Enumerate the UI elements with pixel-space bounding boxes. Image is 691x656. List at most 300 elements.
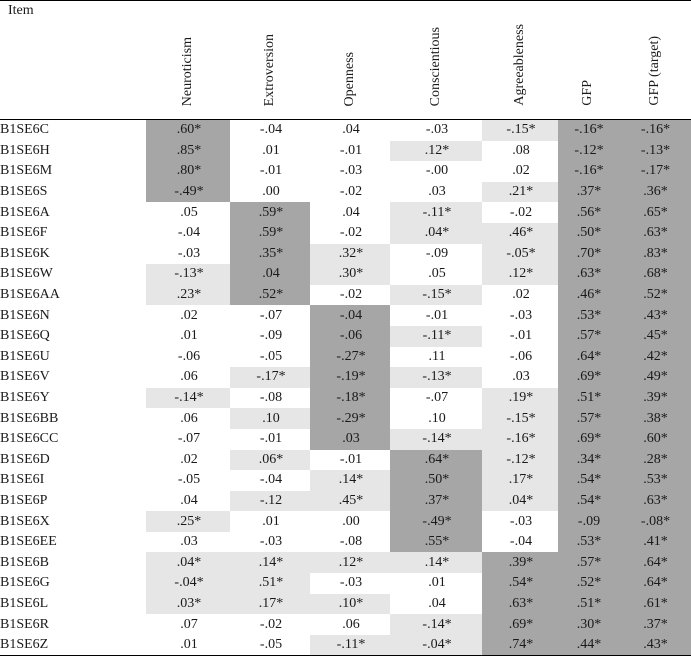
value-text: .08 [512, 142, 530, 158]
value-cell [310, 223, 390, 244]
value-cell [618, 573, 691, 594]
table-row [0, 264, 691, 285]
value-cell [230, 182, 310, 203]
value-text: -.14* [422, 616, 452, 632]
value-text: .64* [643, 575, 668, 591]
value-cell [558, 594, 618, 615]
table-row [0, 552, 691, 573]
value-cell [146, 141, 230, 162]
value-text: .63* [643, 492, 668, 508]
value-text: .46* [508, 225, 534, 241]
value-cell [558, 161, 618, 182]
value-cell [618, 264, 691, 285]
value-text: -.16* [574, 163, 604, 179]
item-cell: B1SE6P [0, 492, 48, 508]
value-cell [146, 573, 230, 594]
value-cell [230, 635, 310, 656]
header-row [0, 1, 691, 120]
value-cell [482, 532, 558, 553]
value-cell [390, 326, 482, 347]
value-cell [146, 532, 230, 553]
value-cell [310, 470, 390, 491]
value-text: -.06 [177, 348, 201, 364]
value-cell [390, 367, 482, 388]
value-cell [310, 202, 390, 223]
value-text: -.49* [422, 513, 452, 529]
value-cell [390, 635, 482, 656]
value-text: -.04 [259, 472, 283, 488]
value-text: -.06 [509, 348, 533, 364]
value-cell [390, 470, 482, 491]
value-cell [390, 511, 482, 532]
value-cell [618, 161, 691, 182]
column-header-gfp [558, 1, 618, 120]
value-text: .51* [576, 595, 602, 611]
value-cell [230, 326, 310, 347]
value-cell [390, 491, 482, 512]
table-row [0, 223, 691, 244]
value-cell [558, 552, 618, 573]
table-body [0, 120, 691, 656]
value-cell [230, 450, 310, 471]
value-text: -.04 [509, 534, 533, 550]
value-text: .63* [643, 225, 668, 241]
item-cell: B1SE6M [0, 163, 53, 179]
value-cell [310, 429, 390, 450]
value-cell [558, 202, 618, 223]
column-label: GFP (target) [646, 36, 662, 106]
value-text: -.03 [177, 245, 201, 261]
value-text: .12* [424, 142, 450, 158]
value-text: -.01 [339, 451, 363, 467]
value-cell [558, 408, 618, 429]
value-text: .55* [424, 534, 450, 550]
value-text: .64* [576, 348, 602, 364]
value-cell [482, 573, 558, 594]
item-cell: B1SE6Q [0, 328, 50, 344]
value-text: -.04 [177, 225, 201, 241]
value-cell [146, 511, 230, 532]
value-text: .42* [643, 348, 668, 364]
value-text: .43* [643, 637, 668, 653]
value-cell [230, 367, 310, 388]
value-text: -.04 [339, 307, 363, 323]
column-label: Conscientious [428, 26, 443, 106]
value-text: .30* [338, 266, 364, 282]
value-cell [482, 285, 558, 306]
value-cell [558, 532, 618, 553]
item-cell: B1SE6R [0, 616, 50, 632]
item-cell: B1SE6L [0, 595, 49, 611]
value-cell [310, 285, 390, 306]
value-text: -.02 [339, 225, 363, 241]
value-text: .54* [508, 575, 534, 591]
value-cell [482, 594, 558, 615]
value-cell [482, 470, 558, 491]
value-text: .46* [576, 287, 602, 303]
value-cell [390, 408, 482, 429]
value-text: .53* [576, 307, 602, 323]
value-cell [230, 429, 310, 450]
value-text: -.08 [339, 534, 363, 550]
value-text: -.01 [259, 431, 283, 447]
value-cell [146, 120, 230, 141]
value-text: .56* [576, 204, 602, 220]
table-row [0, 141, 691, 162]
table-row [0, 120, 691, 141]
value-text: -.17* [640, 163, 671, 179]
value-cell [390, 120, 482, 141]
table-row [0, 182, 691, 203]
item-cell: B1SE6S [0, 184, 48, 200]
value-text: .00 [342, 513, 360, 529]
value-cell [230, 594, 310, 615]
value-text: .64* [643, 554, 668, 570]
value-text: -.03 [339, 163, 363, 179]
table-row [0, 202, 691, 223]
value-cell [390, 305, 482, 326]
value-cell [146, 614, 230, 635]
value-text: -.00 [425, 163, 449, 179]
value-text: .52* [576, 575, 602, 591]
value-text: .14* [338, 472, 364, 488]
value-cell [558, 470, 618, 491]
value-cell [482, 429, 558, 450]
value-text: -.12 [259, 492, 283, 508]
value-cell [390, 573, 482, 594]
value-cell [230, 552, 310, 573]
value-text: -.09 [425, 245, 449, 261]
value-text: .35* [258, 245, 284, 261]
item-cell: B1SE6X [0, 513, 50, 529]
value-cell [558, 429, 618, 450]
value-cell [310, 347, 390, 368]
value-text: .57* [576, 328, 602, 344]
value-cell [618, 408, 691, 429]
value-text: .63* [576, 266, 602, 282]
value-cell [482, 120, 558, 141]
value-cell [390, 223, 482, 244]
value-text: .53* [643, 472, 668, 488]
value-text: .03 [180, 534, 198, 550]
column-label: Openness [342, 51, 357, 106]
value-text: .05 [428, 266, 446, 282]
value-cell [558, 141, 618, 162]
value-text: .52* [258, 287, 284, 303]
value-cell [390, 347, 482, 368]
value-text: -.06 [339, 328, 363, 344]
value-text: .54* [576, 472, 602, 488]
value-cell [310, 182, 390, 203]
table-row [0, 470, 691, 491]
value-text: .37* [643, 616, 668, 632]
column-header-neuroticism [146, 1, 230, 120]
value-text: .65* [643, 204, 668, 220]
value-text: .39* [508, 554, 534, 570]
value-cell [558, 367, 618, 388]
value-cell [146, 182, 230, 203]
value-text: .54* [576, 492, 602, 508]
value-text: .06 [180, 410, 198, 426]
value-text: .63* [508, 595, 534, 611]
value-cell [558, 573, 618, 594]
value-text: -.02 [509, 204, 533, 220]
value-cell [230, 511, 310, 532]
value-cell [390, 450, 482, 471]
value-cell [310, 305, 390, 326]
value-text: -.08* [640, 513, 671, 529]
item-cell: B1SE6U [0, 348, 50, 364]
value-text: .39* [643, 390, 668, 406]
value-text: -.07 [259, 307, 283, 323]
value-cell [230, 223, 310, 244]
value-text: .07 [180, 616, 198, 632]
value-cell [618, 285, 691, 306]
value-cell [482, 511, 558, 532]
value-cell [482, 450, 558, 471]
value-text: -.03 [425, 122, 449, 138]
value-cell [310, 244, 390, 265]
value-text: .83* [643, 245, 668, 261]
value-text: -.01 [425, 307, 449, 323]
value-cell [146, 223, 230, 244]
value-cell [558, 305, 618, 326]
value-text: -.16* [640, 122, 671, 138]
value-cell [558, 182, 618, 203]
item-column-header [0, 1, 146, 120]
value-text: .51* [258, 575, 284, 591]
value-cell [482, 347, 558, 368]
value-cell [390, 202, 482, 223]
value-cell [482, 244, 558, 265]
value-text: .52* [643, 287, 668, 303]
value-cell [390, 285, 482, 306]
value-cell [558, 244, 618, 265]
item-cell: B1SE6W [0, 266, 53, 282]
value-text: .69* [576, 431, 602, 447]
value-cell [390, 244, 482, 265]
value-text: -.04* [422, 637, 452, 653]
column-header-openness [310, 1, 390, 120]
value-cell [310, 326, 390, 347]
value-text: -.11* [336, 637, 366, 653]
value-cell [482, 635, 558, 656]
item-cell: B1SE6I [0, 472, 45, 488]
item-cell: B1SE6Y [0, 390, 50, 406]
value-text: .64* [424, 451, 450, 467]
value-text: .37* [424, 492, 450, 508]
value-cell [146, 450, 230, 471]
value-text: .44* [576, 637, 602, 653]
value-text: -.17* [256, 369, 286, 385]
value-text: .10 [262, 410, 280, 426]
value-cell [618, 552, 691, 573]
column-label: Extroversion [262, 33, 277, 106]
value-cell [146, 470, 230, 491]
value-cell [482, 326, 558, 347]
table-row [0, 532, 691, 553]
value-cell [390, 429, 482, 450]
value-cell [146, 244, 230, 265]
value-text: -.12* [574, 142, 604, 158]
value-cell [558, 511, 618, 532]
value-text: .10* [338, 595, 364, 611]
table-row [0, 388, 691, 409]
value-text: .04 [262, 266, 280, 282]
value-text: -.01 [259, 163, 283, 179]
value-text: .50* [424, 472, 450, 488]
column-label: Agreeableness [512, 24, 527, 106]
value-cell [482, 614, 558, 635]
value-text: .02 [512, 287, 530, 303]
value-text: .69* [576, 369, 602, 385]
value-cell [230, 573, 310, 594]
value-cell [310, 573, 390, 594]
value-text: .49* [643, 369, 668, 385]
item-cell: B1SE6B [0, 554, 50, 570]
value-text: .02 [180, 451, 198, 467]
value-cell [618, 367, 691, 388]
value-text: -.07 [425, 390, 449, 406]
value-text: -.03 [339, 575, 363, 591]
value-cell [230, 470, 310, 491]
value-text: -.14* [174, 390, 204, 406]
value-cell [230, 202, 310, 223]
value-cell [390, 388, 482, 409]
value-text: -.09 [577, 513, 601, 529]
value-text: .12* [508, 266, 534, 282]
value-text: -.16* [506, 431, 536, 447]
value-text: .57* [576, 410, 602, 426]
value-cell [618, 182, 691, 203]
table-row [0, 408, 691, 429]
column-header-agreeableness [482, 1, 558, 120]
value-cell [482, 202, 558, 223]
value-cell [618, 120, 691, 141]
value-text: .01 [180, 328, 198, 344]
value-text: .02 [512, 163, 530, 179]
item-cell: B1SE6K [0, 245, 50, 261]
value-text: .04* [508, 492, 534, 508]
table-row [0, 326, 691, 347]
value-cell [146, 347, 230, 368]
value-text: .14* [424, 554, 450, 570]
value-text: -.49* [174, 184, 204, 200]
table-row [0, 367, 691, 388]
value-text: -.15* [506, 122, 536, 138]
value-text: .51* [576, 390, 602, 406]
value-cell [230, 408, 310, 429]
value-text: .01 [180, 637, 198, 653]
item-cell: B1SE6H [0, 142, 50, 158]
value-text: .06 [180, 369, 198, 385]
table-row [0, 635, 691, 656]
table-row [0, 285, 691, 306]
table-row [0, 244, 691, 265]
column-header-gfp-target [618, 1, 691, 120]
value-cell [310, 388, 390, 409]
item-cell: B1SE6A [0, 204, 50, 220]
value-text: .23* [176, 287, 202, 303]
value-text: .45* [338, 492, 364, 508]
value-text: .28* [643, 451, 668, 467]
value-text: .06 [342, 616, 360, 632]
table-row [0, 594, 691, 615]
value-text: -.14* [422, 431, 452, 447]
value-text: .80* [176, 163, 202, 179]
value-text: -.05* [506, 245, 536, 261]
value-cell [558, 388, 618, 409]
value-text: -.13* [174, 266, 204, 282]
value-text: .01 [428, 575, 446, 591]
value-cell [390, 594, 482, 615]
value-text: -.15* [422, 287, 452, 303]
value-text: .60* [176, 122, 202, 138]
item-cell: B1SE6Z [0, 635, 146, 656]
item-cell: B1SE6CC [0, 431, 59, 447]
value-cell [558, 491, 618, 512]
value-cell [618, 326, 691, 347]
item-cell: B1SE6D [0, 451, 50, 467]
value-cell [146, 161, 230, 182]
value-text: -.01 [339, 142, 363, 158]
item-cell: B1SE6EE [0, 534, 57, 550]
value-cell [146, 594, 230, 615]
value-text: .03 [512, 369, 530, 385]
value-cell [482, 223, 558, 244]
value-text: .06* [258, 451, 284, 467]
value-cell [310, 120, 390, 141]
value-cell [618, 202, 691, 223]
value-cell [558, 223, 618, 244]
value-text: .19* [508, 390, 534, 406]
value-cell [310, 635, 390, 656]
item-cell: B1SE6BB [0, 410, 59, 426]
value-text: .57* [576, 554, 602, 570]
value-cell [310, 450, 390, 471]
value-cell [618, 450, 691, 471]
value-cell [146, 552, 230, 573]
table-row [0, 347, 691, 368]
table-row [0, 450, 691, 471]
value-text: .04 [342, 204, 360, 220]
value-text: -.16* [574, 122, 604, 138]
value-cell [618, 244, 691, 265]
value-text: .04 [180, 492, 198, 508]
item-cell: B1SE6F [0, 225, 48, 241]
value-cell [618, 305, 691, 326]
value-cell [558, 614, 618, 635]
value-text: -.04* [174, 575, 204, 591]
value-text: -.01 [509, 328, 533, 344]
value-text: .30* [576, 616, 602, 632]
value-cell [146, 635, 230, 656]
value-cell [390, 264, 482, 285]
value-text: .04 [428, 595, 446, 611]
value-cell [146, 305, 230, 326]
value-cell [618, 635, 691, 656]
value-cell [310, 594, 390, 615]
table-row [0, 305, 691, 326]
value-cell [618, 594, 691, 615]
value-text: .43* [643, 307, 668, 323]
item-cell: B1SE6G [0, 575, 50, 591]
value-text: -.15* [506, 410, 536, 426]
value-cell [558, 635, 618, 656]
value-text: .61* [643, 595, 668, 611]
value-cell [146, 264, 230, 285]
value-cell [146, 326, 230, 347]
